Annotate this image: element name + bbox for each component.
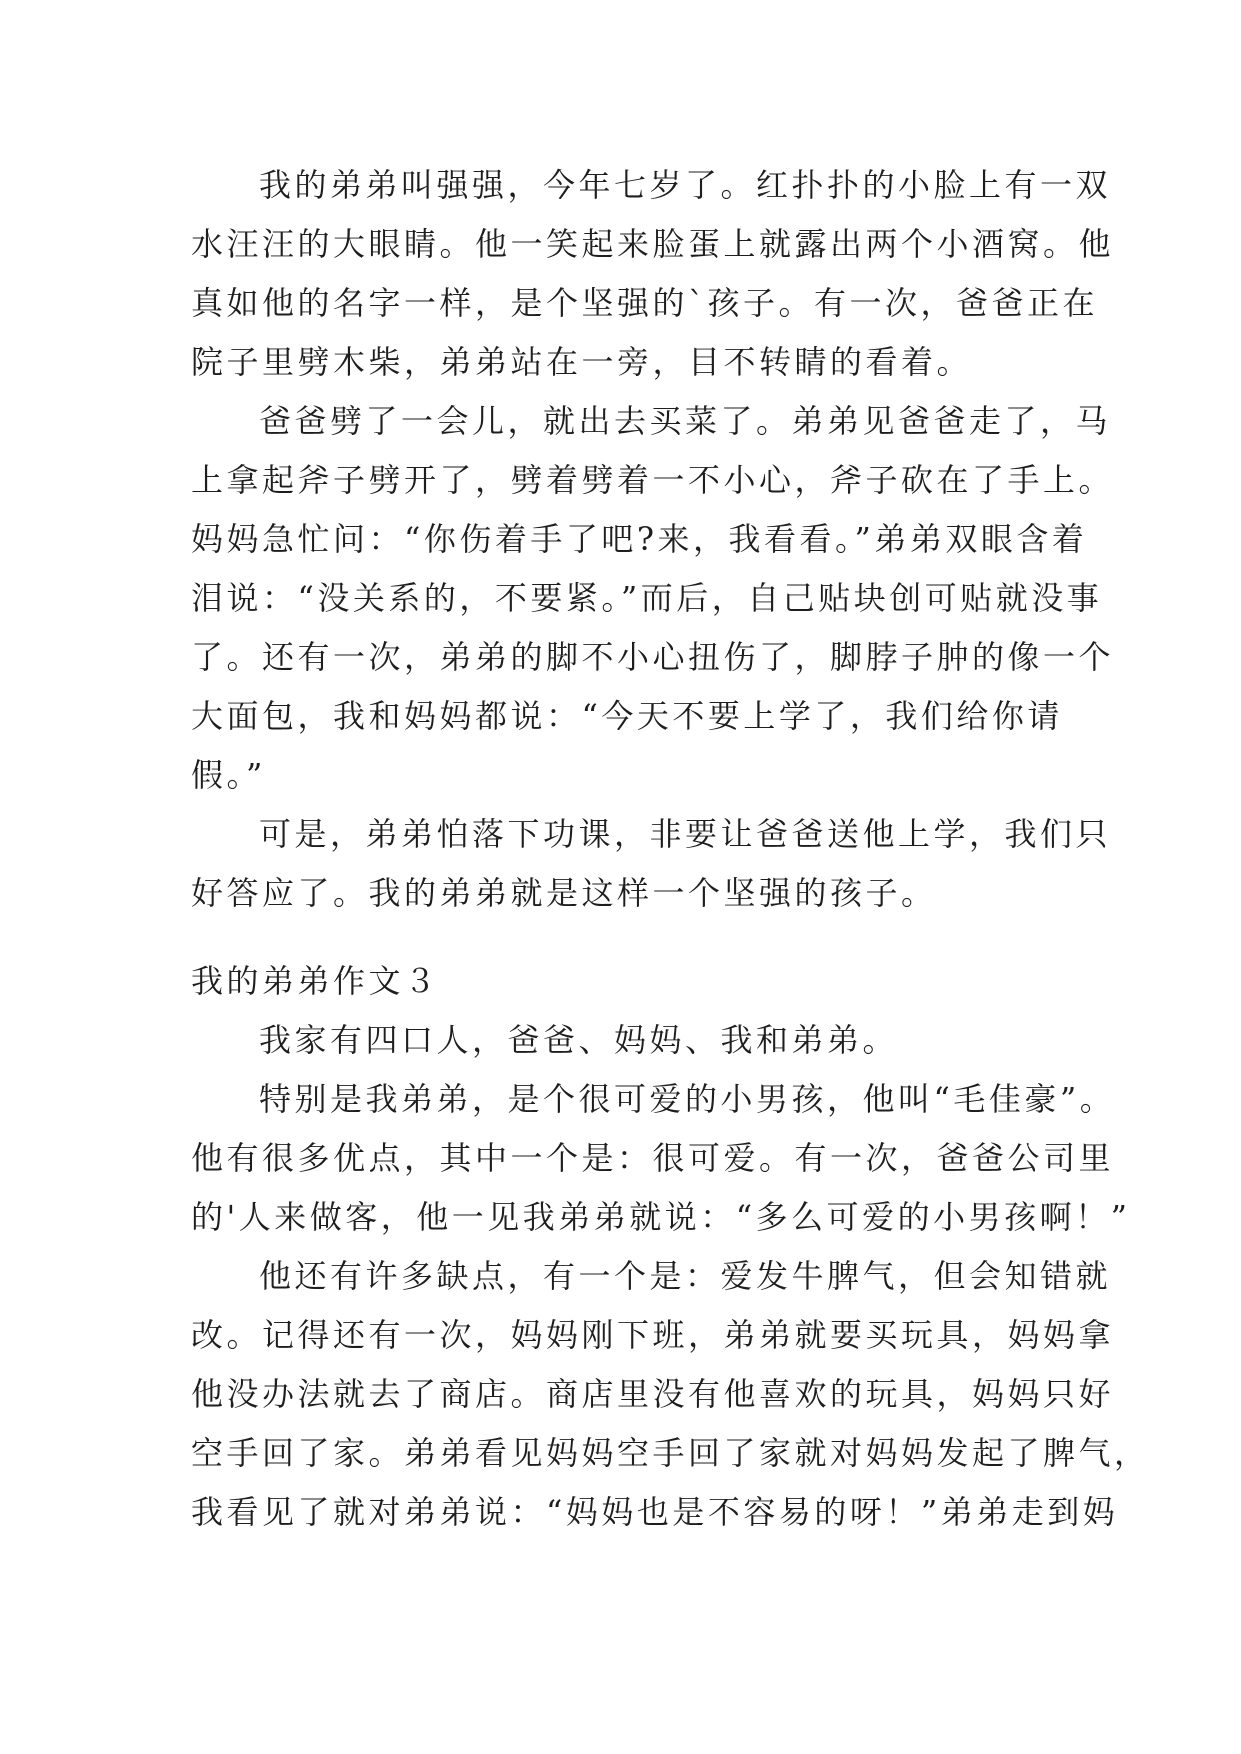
essay-text	[191, 156, 1150, 1542]
text-line: 我看见了就对弟弟说：“妈妈也是不容易的呀！”弟弟走到妈	[191, 1493, 1119, 1531]
essay-3-paragraph-2	[191, 1070, 1131, 1247]
text-line: 我的弟弟叫强强，今年七岁了。红扑扑的小脸上有一双	[259, 166, 1112, 204]
text-line: 的'人来做客，他一见我弟弟就说：“多么可爱的小男孩啊！”	[191, 1198, 1131, 1236]
essay-3-paragraph-1	[191, 1011, 1055, 1070]
text-line: 特别是我弟弟，是个很可爱的小男孩，他叫“毛佳豪”。	[259, 1080, 1116, 1118]
essay-2-paragraph-2	[191, 392, 1115, 805]
text-line: 他还有许多缺点，有一个是：爱发牛脾气，但会知错就	[259, 1257, 1112, 1295]
text-line: 爸爸劈了一会儿，就出去买菜了。弟弟见爸爸走了，马	[259, 402, 1112, 440]
text-line: 大面包，我和妈妈都说：“今天不要上学了，我们给你请	[191, 697, 1063, 735]
text-line: 水汪汪的大眼睛。他一笑起来脸蛋上就露出两个小酒窝。他	[191, 225, 1115, 263]
text-line: 改。记得还有一次，妈妈刚下班，弟弟就要买玩具，妈妈拿	[191, 1316, 1115, 1354]
essay-2-paragraph-1	[191, 156, 1115, 392]
text-line: 他有很多优点，其中一个是：很可爱。有一次，爸爸公司里	[191, 1139, 1115, 1177]
essay-3-paragraph-3	[191, 1247, 1150, 1542]
text-line: 空手回了家。弟弟看见妈妈空手回了家就对妈妈发起了脾气，	[191, 1434, 1150, 1472]
text-line: 妈妈急忙问：“你伤着手了吧?来，我看看。”弟弟双眼含着	[191, 520, 1088, 558]
text-line: 他没办法就去了商店。商店里没有他喜欢的玩具，妈妈只好	[191, 1375, 1115, 1413]
text-line: 可是，弟弟怕落下功课，非要让爸爸送他上学，我们只	[259, 815, 1112, 853]
text-line: 真如他的名字一样，是个坚强的`孩子。有一次，爸爸正在	[191, 284, 1099, 322]
text-line: 我家有四口人，爸爸、妈妈、我和弟弟。	[259, 1021, 899, 1059]
essay-2-paragraph-3	[191, 805, 1112, 923]
text-line: 泪说：“没关系的，不要紧。”而后，自己贴块创可贴就没事	[191, 579, 1103, 617]
text-line: 院子里劈木柴，弟弟站在一旁，目不转睛的看着。	[191, 343, 973, 381]
text-line: 假。”	[191, 756, 266, 794]
text-line: 好答应了。我的弟弟就是这样一个坚强的孩子。	[191, 874, 937, 912]
section-gap	[191, 923, 1055, 952]
text-line: 了。还有一次，弟弟的脚不小心扭伤了，脚脖子肿的像一个	[191, 638, 1115, 676]
text-line: 上拿起斧子劈开了，劈着劈着一不小心，斧子砍在了手上。	[191, 461, 1115, 499]
essay-3-title: 我的弟弟作文３	[191, 962, 440, 1000]
